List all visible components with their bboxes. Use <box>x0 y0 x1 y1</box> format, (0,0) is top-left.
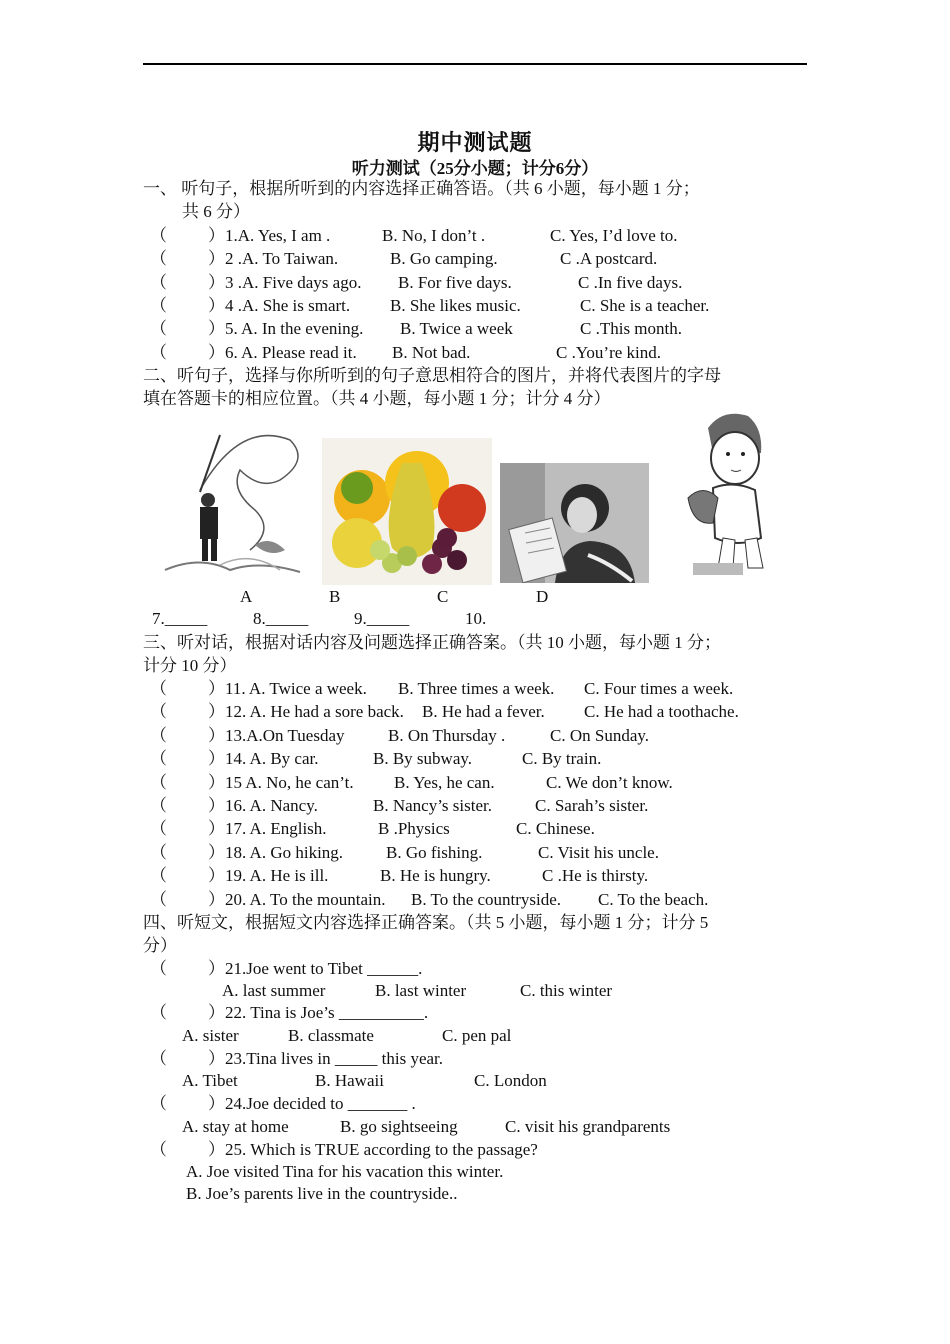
question-option-c: C .In five days. <box>578 272 683 292</box>
top-rule <box>143 63 807 65</box>
question-option-a: ）17. A. English. <box>208 819 327 839</box>
question-row <box>150 295 710 317</box>
question-option-a: ）4 .A. She is smart. <box>208 295 351 315</box>
question-option-b: B. By subway. <box>373 749 473 769</box>
answer-paren[interactable]: （ <box>150 226 167 245</box>
question-option-b: B. For five days. <box>398 272 512 292</box>
question-option-b: B. She likes music. <box>390 295 521 315</box>
question-option-a: ）2 .A. To Taiwan. <box>208 249 339 269</box>
question-21: （ ）21.Joe went to Tibet ______. <box>150 959 423 978</box>
answer-paren[interactable]: （ <box>150 725 167 745</box>
question-row <box>150 818 595 840</box>
question-row <box>150 889 709 911</box>
answer-blank-10[interactable]: 10. <box>465 609 487 628</box>
question-option-b: B. Nancy’s sister. <box>373 796 492 815</box>
question-option-c: C .A postcard. <box>560 249 658 269</box>
question-22-option-b: B. classmate <box>288 1026 374 1045</box>
question-option-a: ）16. A. Nancy. <box>208 796 318 815</box>
page-subtitle: 听力测试（25分小题；计分6分） <box>351 159 599 178</box>
answer-paren[interactable]: （ <box>150 319 167 339</box>
question-22-option-c: C. pen pal <box>442 1026 512 1045</box>
section3-heading-2: 计分 10 分） <box>143 656 237 675</box>
section2-heading-1: 二、听句子，选择与你所听到的句子意思相符合的图片，并将代表图片的字母 <box>143 366 721 385</box>
question-25-option-a: A. Joe visited Tina for his vacation this winter. <box>186 1162 504 1181</box>
question-row <box>150 272 683 294</box>
question-24-option-b: B. go sightseeing <box>340 1117 458 1136</box>
question-option-c: C .This month. <box>580 319 683 339</box>
question-row <box>150 342 662 364</box>
question-option-a: ）13.A.On Tuesday <box>208 725 345 745</box>
question-24-option-c: C. visit his grandparents <box>505 1117 671 1136</box>
question-option-b: B. He had a fever. <box>422 702 545 722</box>
page-title: 期中测试题 <box>417 130 533 155</box>
question-option-a: ）11. A. Twice a week. <box>208 679 367 698</box>
fisherman-picture <box>160 430 308 580</box>
question-option-b: B. Not bad. <box>392 342 471 362</box>
question-row <box>150 772 673 794</box>
question-option-a: ）1.A. Yes, I am . <box>208 226 331 245</box>
question-22: （ ）22. Tina is Joe’s __________. <box>150 1003 429 1022</box>
question-option-b: B. On Thursday . <box>388 725 506 745</box>
question-option-a: ）20. A. To the mountain. <box>208 889 386 909</box>
question-option-b: B. Yes, he can. <box>394 772 495 792</box>
question-option-b: B. To the countryside. <box>411 889 562 909</box>
answer-paren[interactable]: （ <box>150 1094 167 1113</box>
answer-paren[interactable]: （ <box>150 842 167 862</box>
question-row <box>150 248 658 270</box>
answer-paren[interactable]: （ <box>150 1003 167 1022</box>
section1-heading-1: 一、 听句子，根据所听到的内容选择正确答语。（共 6 小题，每小题 1 分； <box>143 179 700 198</box>
question-option-c: C. Four times a week. <box>584 679 734 698</box>
question-option-a: ）5. A. In the evening. <box>208 319 364 339</box>
question-option-b: B .Physics <box>378 819 450 839</box>
question-21-option-b: B. last winter <box>375 981 467 1000</box>
picture-label-a: A <box>240 587 253 606</box>
picture-label-d: D <box>536 587 549 606</box>
question-option-c: C. On Sunday. <box>550 725 650 745</box>
question-option-b: B. Go fishing. <box>386 842 483 862</box>
question-25-option-b: B. Joe’s parents live in the countryside.. <box>186 1184 458 1203</box>
question-option-a: ）19. A. He is ill. <box>208 866 329 886</box>
question-option-c: C. To the beach. <box>598 889 709 909</box>
answer-paren[interactable]: （ <box>150 749 167 769</box>
picture-label-b: B <box>329 587 341 606</box>
question-row <box>150 225 678 247</box>
girl-reading-picture <box>500 463 649 583</box>
question-row <box>150 748 602 770</box>
question-option-a: ）18. A. Go hiking. <box>208 842 344 862</box>
question-23-option-c: C. London <box>474 1071 547 1090</box>
question-option-b: B. No, I don’t . <box>382 226 486 245</box>
answer-paren[interactable]: （ <box>150 772 167 792</box>
question-option-a: ）6. A. Please read it. <box>208 342 357 362</box>
question-option-c: C. She is a teacher. <box>580 295 710 315</box>
answer-paren[interactable]: （ <box>150 1140 167 1159</box>
question-option-c: C. He had a toothache. <box>584 702 739 722</box>
section4-heading-2: 分） <box>143 936 177 955</box>
question-24-option-a: A. stay at home <box>182 1117 289 1136</box>
section1-heading-2: 共 6 分） <box>182 202 250 221</box>
question-row <box>150 725 650 747</box>
answer-paren[interactable]: （ <box>150 959 167 978</box>
question-25: （ ）25. Which is TRUE according to the passage? <box>150 1140 538 1159</box>
answer-paren[interactable]: （ <box>150 295 167 315</box>
answer-blank-8[interactable]: 8._____ <box>253 609 309 628</box>
answer-paren[interactable]: （ <box>150 679 167 698</box>
question-option-a: ）14. A. By car. <box>208 749 319 769</box>
boy-kettle-picture <box>683 408 783 580</box>
question-option-c: C. Yes, I’d love to. <box>550 226 678 245</box>
picture-label-c: C <box>437 587 449 606</box>
question-row <box>150 865 649 887</box>
question-option-c: C. Chinese. <box>516 819 595 839</box>
question-21-option-a: A. last summer <box>222 981 326 1000</box>
question-option-c: C. We don’t know. <box>546 772 673 792</box>
question-option-c: C .You’re kind. <box>556 342 662 362</box>
fruit-picture <box>322 438 492 585</box>
answer-paren[interactable]: （ <box>150 866 167 886</box>
question-21-option-c: C. this winter <box>520 981 613 1000</box>
question-row <box>150 701 739 723</box>
question-22-option-a: A. sister <box>182 1026 239 1045</box>
question-row <box>150 678 734 700</box>
question-option-b: B. Twice a week <box>400 319 513 339</box>
question-option-c: C. Sarah’s sister. <box>535 796 649 815</box>
question-23-option-a: A. Tibet <box>182 1071 238 1090</box>
question-option-a: ）3 .A. Five days ago. <box>208 272 362 292</box>
section4-heading-1: 四、听短文，根据短文内容选择正确答案。（共 5 小题，每小题 1 分；计分 5 <box>143 913 709 932</box>
question-23: （ ）23.Tina lives in _____ this year. <box>150 1049 444 1068</box>
question-row <box>150 795 649 817</box>
question-option-b: B. He is hungry. <box>380 866 491 886</box>
section2-heading-2: 填在答题卡的相应位置。（共 4 小题，每小题 1 分；计分 4 分） <box>143 389 611 408</box>
answer-paren[interactable]: （ <box>150 272 167 292</box>
section3-heading-1: 三、听对话，根据对话内容及问题选择正确答案。（共 10 小题，每小题 1 分； <box>143 633 721 652</box>
question-option-c: C. Visit his uncle. <box>538 842 659 862</box>
question-23-option-b: B. Hawaii <box>315 1071 384 1090</box>
answer-paren[interactable]: （ <box>150 1049 167 1068</box>
question-option-a: ）12. A. He had a sore back. <box>208 702 404 722</box>
question-option-b: B. Go camping. <box>390 249 498 269</box>
question-row <box>150 318 683 340</box>
question-row <box>150 842 659 864</box>
answer-paren[interactable]: （ <box>150 249 167 269</box>
question-24: （ ）24.Joe decided to _______ . <box>150 1094 416 1113</box>
question-option-c: C .He is thirsty. <box>542 866 649 886</box>
answer-blank-9[interactable]: 9._____ <box>354 609 410 628</box>
answer-paren[interactable]: （ <box>150 819 167 839</box>
question-option-c: C. By train. <box>522 749 602 769</box>
question-option-b: B. Three times a week. <box>398 679 555 698</box>
answer-paren[interactable]: （ <box>150 889 167 909</box>
answer-paren[interactable]: （ <box>150 342 167 362</box>
question-option-a: ）15 A. No, he can’t. <box>208 772 354 792</box>
answer-paren[interactable]: （ <box>150 702 167 722</box>
answer-paren[interactable]: （ <box>150 796 167 815</box>
answer-blank-7[interactable]: 7._____ <box>152 609 208 628</box>
